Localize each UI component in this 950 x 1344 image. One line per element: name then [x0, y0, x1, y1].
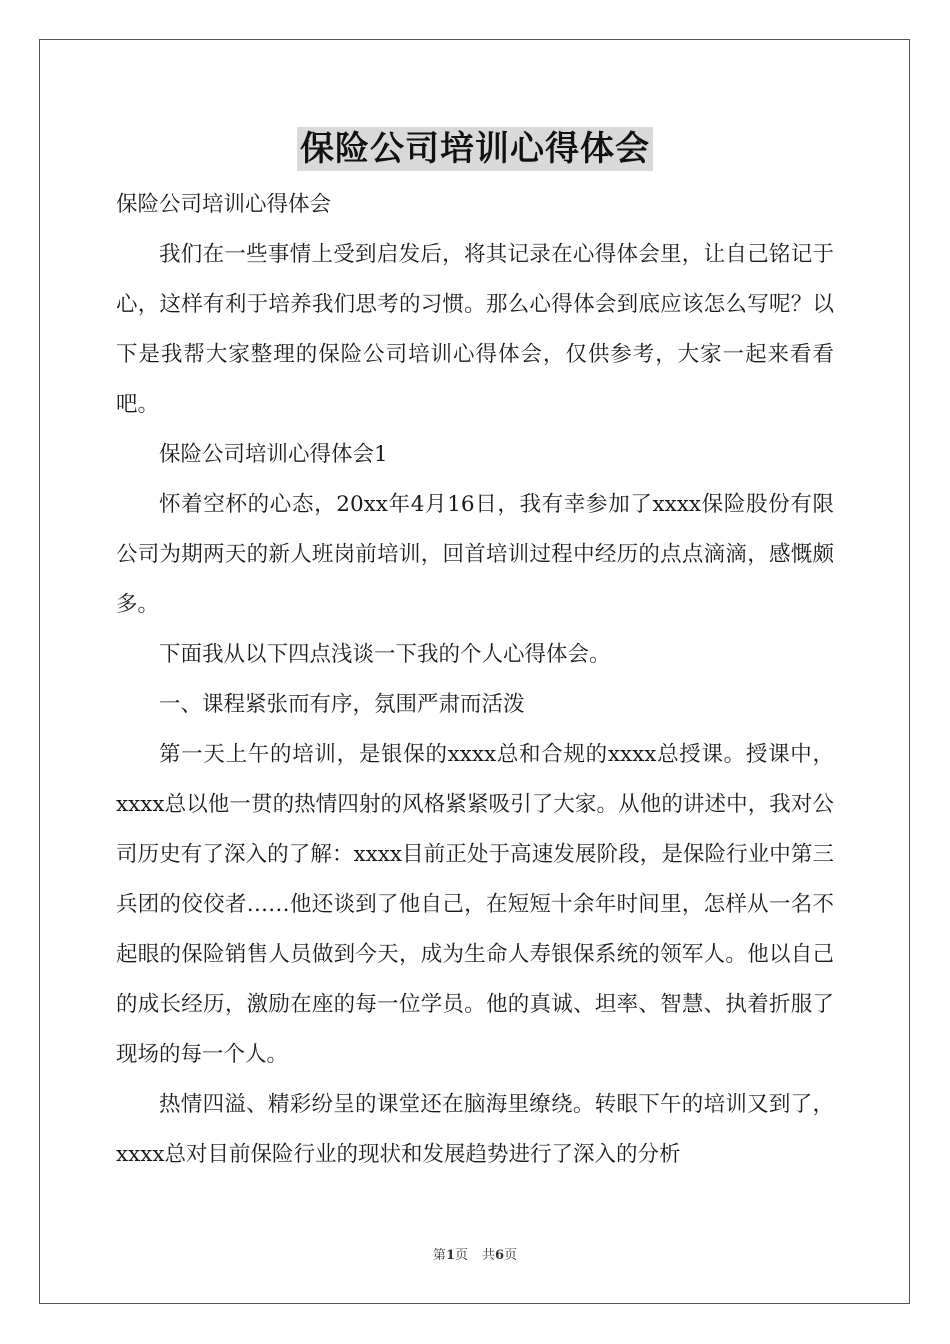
intro-paragraph: 我们在一些事情上受到启发后，将其记录在心得体会里，让自己铭记于心，这样有利于培养我们思考的习惯。那么心得体会到底应该怎么写呢？以下是我帮大家整理的保险公司培训心得体会，仅供参考，大家一起来看看吧。	[116, 242, 834, 417]
page-label-prefix: 第	[432, 1248, 446, 1263]
page-total: 6	[495, 1248, 505, 1263]
page-current: 1	[445, 1248, 455, 1263]
page-label-suffix: 页	[454, 1248, 468, 1263]
body-paragraph: 怀着空杯的心态，20xx年4月16日，我有幸参加了xxxx保险股份有限公司为期两天的新人班岗前培训，回首培训过程中经历的点点滴滴，感慨颇多。	[116, 492, 834, 617]
total-label-suffix: 页	[504, 1248, 518, 1263]
body-paragraph: 下面我从以下四点浅谈一下我的个人心得体会。	[159, 642, 611, 667]
document-title-text: 保险公司培训心得体会	[297, 127, 653, 171]
body-paragraph: 第一天上午的培训，是银保的xxxx总和合规的xxxx总授课。授课中，xxxx总以他一贯的热情四射的风格紧紧吸引了大家。从他的讲述中，我对公司历史有了深入的了解：xxxx目前正处于高速发展阶段，是保险行业中第三兵团的佼佼者……他还谈到了他自己，在短短十余年时间里，怎样从一名不起眼的保险销售人员做到今天，成为生命人寿银保系统的领军人。他以自己的成长经历，激励在座的每一位学员。他的真诚、坦率、智慧、执着折服了现场的每一个人。	[116, 742, 834, 1067]
point-heading-1: 一、课程紧张而有序，氛围严肃而活泼	[159, 692, 525, 717]
section-heading-1: 保险公司培训心得体会1	[159, 442, 388, 467]
document-subtitle: 保险公司培训心得体会	[116, 192, 332, 217]
body-paragraph: 热情四溢、精彩纷呈的课堂还在脑海里缭绕。转眼下午的培训又到了，xxxx总对目前保险行业的现状和发展趋势进行了深入的分析	[116, 1092, 834, 1167]
document-title	[0, 127, 950, 171]
total-label-prefix: 共	[482, 1248, 496, 1263]
document-body	[116, 180, 834, 1180]
page-footer	[0, 1244, 950, 1263]
